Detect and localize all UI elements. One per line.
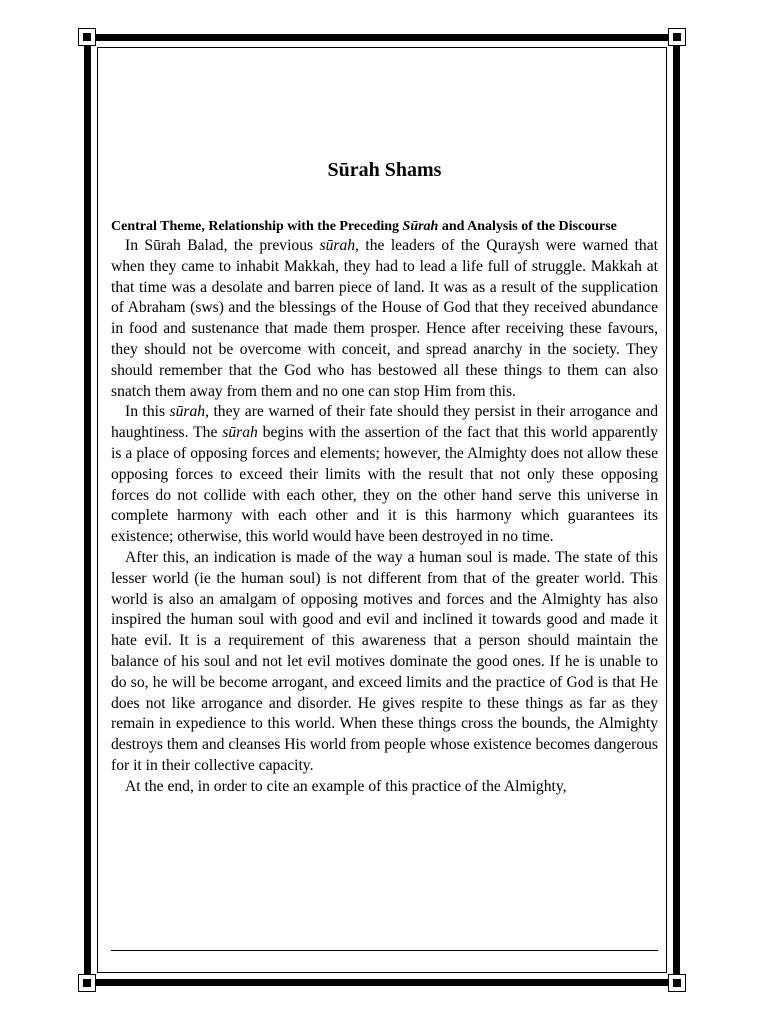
paragraph-text: , the leaders of the Quraysh were warned that when they came to inhabit Makkah, they had to lead a life full of struggle. Makkah at that time was a desolate and barren piece of land. It was as a result of the supplication of Abraham (sws) and the blessings of the House of God that they received abundance in food and sustenance that made them prosper. Hence after receiving these favours, they should not be overcome with conceit, and spread anarchy in the society. They should remember that the God who has bestowed all these things to them can also snatch them away from them and no one can stop Him from this. (111, 237, 658, 400)
section-heading-text: and Analysis of the Discourse (438, 219, 617, 234)
page-title: Sūrah Shams (327, 159, 442, 181)
paragraph-text: In Sūrah Balad, the previous (125, 237, 320, 254)
footer-rule (111, 950, 658, 951)
paragraph-text: begins with the assertion of the fact that this world apparently is a place of opposing forces and elements; however, the Almighty does not allow these opposing forces to exceed their limits with the result that not only these opposing forces do not collide with each other, they on the other hand serve this universe in complete harmony with each other and it is this harmony which guarantees its existence; otherwise, this world would have been destroyed in no time. (111, 424, 658, 546)
body-paragraph (111, 777, 658, 798)
frame-bottom-bar (84, 979, 680, 986)
frame-corner-ornament (668, 28, 686, 46)
body-text (111, 236, 658, 798)
section-heading-text: Central Theme, Relationship with the Preceding (111, 219, 403, 234)
frame-corner-ornament (668, 974, 686, 992)
paragraph-text: At the end, in order to cite an example of this practice of the Almighty, (125, 777, 567, 795)
frame-right-bar (673, 34, 680, 986)
body-paragraph (111, 402, 658, 548)
frame-corner-ornament (78, 974, 96, 992)
paragraph-text: , they are warned of their fate should they persist in their arrogance and haughtiness. The (111, 403, 658, 442)
body-paragraph (111, 236, 658, 402)
italic-term: sūrah (319, 237, 356, 254)
frame-corner-ornament (78, 28, 96, 46)
frame-top-bar (84, 34, 680, 41)
body-paragraph (111, 548, 658, 777)
frame-left-bar (84, 34, 91, 986)
paragraph-text: After this, an indication is made of the way a human soul is made. The state of this lesser world (ie the human soul) is not different from that of the greater world. This world is also an amalgam of opposing motives and forces and the Almighty has also inspired the human soul with good and evil and inclined it towards good and made it hate evil. It is a requirement of this awareness that a person should maintain the balance of his soul and not let evil motives dominate the good ones. If he is unable to do so, he will be become arrogant, and exceed limits and the practice of God is that He does not like arrogance and disorder. He gives respite to these things as far as they remain in expedience to this world. When these things cross the bounds, the Almighty destroys them and cleanses His world from people whose existence becomes dangerous for it in their collective capacity. (111, 548, 658, 774)
italic-term: sūrah (222, 424, 258, 442)
section-heading-italic: Sūrah (402, 219, 439, 234)
section-heading (111, 218, 658, 236)
page-content (111, 150, 658, 798)
paragraph-text: In this (125, 403, 170, 421)
italic-term: sūrah (169, 403, 206, 421)
